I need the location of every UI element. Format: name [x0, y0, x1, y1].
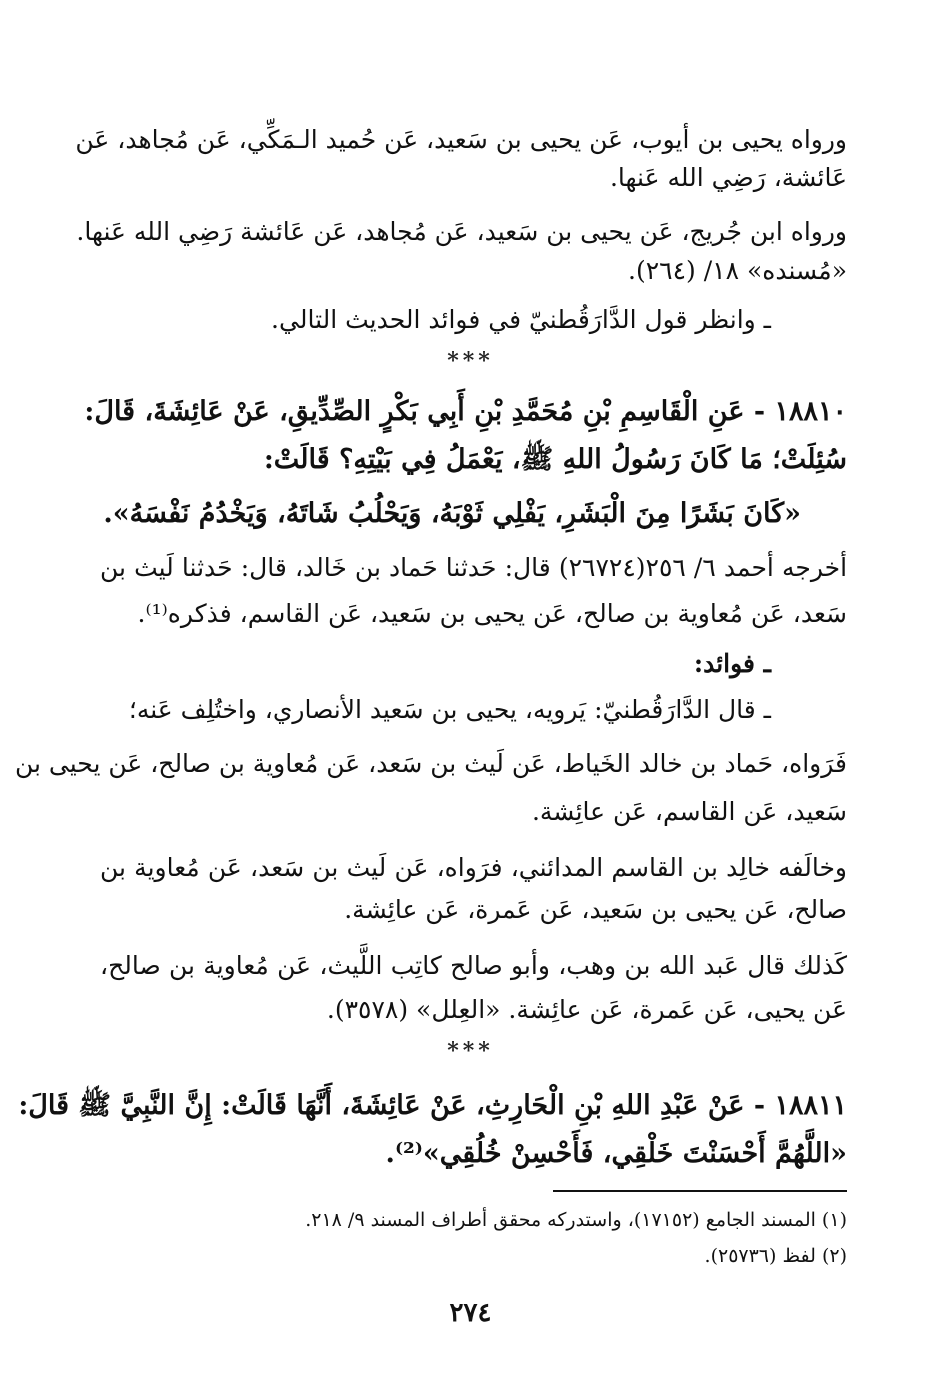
footnote-1: (١) المسند الجامع (١٧١٥٢)، واستدركه محقق أطراف المسند ٩/ ٢١٨.	[305, 1209, 847, 1231]
text-line: ورواه ابن جُريج، عَن يحيى بن سَعيد، عَن مُجاهد، عَن عَائشة رَضِي الله عَنها.	[76, 217, 847, 246]
hadith-heading-18810: ١٨٨١٠ - عَنِ الْقَاسِمِ بْنِ مُحَمَّدِ بْنِ أَبِي بَكْرٍ الصِّدِّيقِ، عَنْ عَائِشَةَ، قَالَ:	[84, 396, 847, 427]
hadith-text-line: «اللَّهُمَّ أَحْسَنْتَ خَلْقِي، فَأَحْسِنْ خُلُقِي»⁽²⁾.	[385, 1138, 847, 1169]
hadith-heading-18811: ١٨٨١١ - عَنْ عَبْدِ اللهِ بْنِ الْحَارِثِ، عَنْ عَائِشَةَ، أَنَّهَا قَالَتْ: إِنَّ النَّبِيَّ ﷺ قَالَ:	[18, 1090, 847, 1121]
text-line: عَن يحيى، عَن عَمرة، عَن عائِشة. «العِلل» (٣٥٧٨).	[326, 995, 847, 1024]
text-line: كَذلك قال عَبد الله بن وهب، وأبو صالح كاتِب اللَّيث، عَن مُعاوية بن صالح،	[100, 951, 847, 980]
section-separator: ***	[447, 1038, 494, 1064]
text-line: ـ قال الدَّارَقُطنيّ: يَرويه، يحيى بن سَعيد الأنصاري، واختُلِف عَنه؛	[128, 695, 771, 724]
text-line: ـ وانظر قول الدَّارَقُطنيّ في فوائد الحديث التالي.	[271, 305, 771, 334]
footnote-divider	[553, 1190, 847, 1192]
text-line: عَائشة، رَضِي الله عَنها.	[609, 163, 847, 192]
takhrij-line: سَعد، عَن مُعاوية بن صالح، عَن يحيى بن سَعيد، عَن القاسم، فذكره⁽¹⁾.	[137, 599, 847, 628]
section-separator: ***	[447, 348, 494, 374]
takhrij-line: أخرجه أحمد ٦/ ٢٥٦(٢٦٧٢٤) قال: حَدثنا حَماد بن خَالد، قال: حَدثنا لَيث بن	[100, 553, 848, 582]
text-line: ورواه يحيى بن أيوب، عَن يحيى بن سَعيد، عَن حُميد الـمَكِّي، عَن مُجاهد، عَن	[75, 125, 847, 154]
text-line: سَعيد، عَن القاسم، عَن عائِشة.	[531, 797, 847, 826]
hadith-text-line: «كَانَ بَشَرًا مِنَ الْبَشَرِ، يَفْلِي ثَوْبَهُ، وَيَحْلُبُ شَاتَهُ، وَيَخْدُمُ نَفْسَهُ».	[103, 498, 801, 529]
benefits-heading: ـ فوائد:	[693, 649, 771, 678]
page-number: ٢٧٤	[449, 1298, 492, 1328]
text-line: «مُسنده» ١٨/ (٢٦٤).	[628, 256, 847, 285]
footnote-2: (٢) لفظ (٢٥٧٣٦).	[704, 1245, 847, 1267]
text-line: فَرَواه، حَماد بن خالد الخَياط، عَن لَيث بن سَعد، عَن مُعاوية بن صالح، عَن يحيى بن	[14, 749, 847, 778]
hadith-text-line: سُئِلَتْ؛ مَا كَانَ رَسُولُ اللهِ ﷺ، يَعْمَلُ فِي بَيْتِهِ؟ قَالَتْ:	[263, 444, 847, 475]
text-line: وخالَفه خالِد بن القاسم المدائني، فرَواه، عَن لَيث بن سَعد، عَن مُعاوية بن	[100, 853, 847, 882]
text-line: صالح، عَن يحيى بن سَعيد، عَن عَمرة، عَن عائِشة.	[344, 895, 847, 924]
